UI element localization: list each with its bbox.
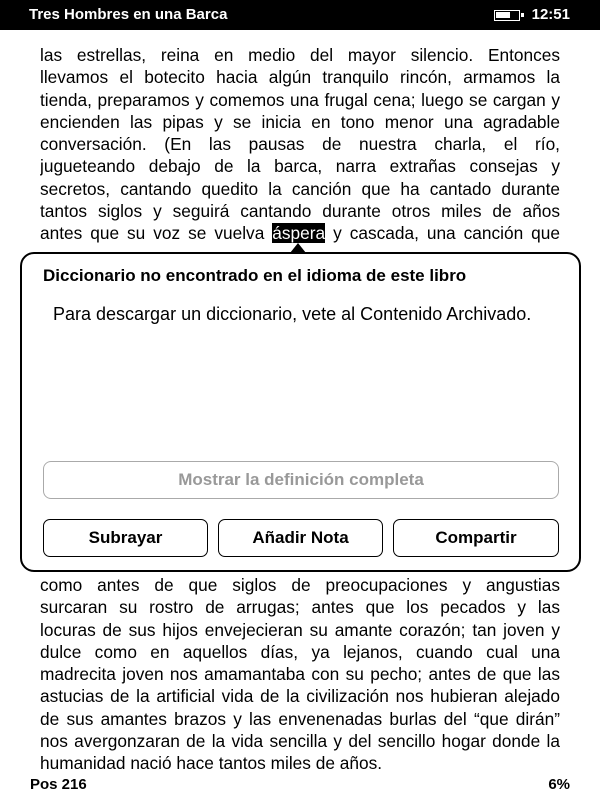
underline-button[interactable]: Subrayar <box>43 519 208 557</box>
show-full-definition-button[interactable]: Mostrar la definición completa <box>43 461 559 499</box>
reading-progress-percent: 6% <box>548 776 570 793</box>
text-line: humanidad nació hace tantos miles de años. <box>40 753 383 774</box>
add-note-button[interactable]: Añadir Nota <box>218 519 383 557</box>
popup-message: Para descargar un diccionario, vete al Contenido Archivado. <box>53 304 532 324</box>
text-line: locuras de sus hijos envejecieran su amante corazón; tan joven y <box>40 619 560 640</box>
text-line: tienda, preparamos y comemos una frugal cena; luego se cargan y <box>40 89 560 110</box>
text-line: antes que su voz se vuelva áspera y cascada, una canción que <box>40 223 560 244</box>
text-line: madrecita joven nos amamantaba con su pecho; antes de que las <box>40 664 560 685</box>
book-text-bottom <box>40 574 560 775</box>
text-line: conversación. (En las pausas de nuestra charla, el río, <box>40 134 560 155</box>
text-line: llevamos el botecito hacia algún tranquilo rincón, armamos la <box>40 67 560 88</box>
text-line: de sus amantes brazos y las envenenadas burlas del “que dirán” <box>40 708 560 729</box>
book-text-top <box>40 44 560 222</box>
status-bar <box>0 0 600 30</box>
book-text-selected-line <box>40 222 560 244</box>
text-line: las estrellas, reina en medio del mayor silencio. Entonces <box>40 45 560 65</box>
battery-icon <box>494 10 520 21</box>
clock: 12:51 <box>531 6 570 23</box>
text-line: surcaran su rostro de arrugas; antes que los pecados y las <box>40 597 560 618</box>
text-line: jugueteando debajo de la barca, narra extrañas consejas y <box>40 156 560 177</box>
share-button[interactable]: Compartir <box>393 519 559 557</box>
book-title: Tres Hombres en una Barca <box>29 6 228 23</box>
dictionary-popup <box>20 252 581 572</box>
text-line: nos avergonzaran de la vida sencilla y del sencillo hogar donde la <box>40 731 560 752</box>
popup-title: Diccionario no encontrado en el idioma de este libro <box>43 266 467 285</box>
selected-word[interactable]: áspera <box>272 223 326 244</box>
text-line: astucias de la artificial vida de la civilización nos hubieran alejado <box>40 686 560 707</box>
location-position: Pos 216 <box>30 776 87 793</box>
text-line: encienden las pipas y se inicia en tono menor una agradable <box>40 111 560 132</box>
text-line: como antes de que siglos de preocupaciones y angustias <box>40 575 560 595</box>
text-line: tantos siglos y seguirá cantando durante otros miles de años <box>40 201 560 222</box>
text-line: secretos, cantando quedito la canción que ha cantado durante <box>40 178 560 199</box>
text-line: dulce como en aquellos días, ya lejanos, cuando cual una <box>40 641 560 662</box>
